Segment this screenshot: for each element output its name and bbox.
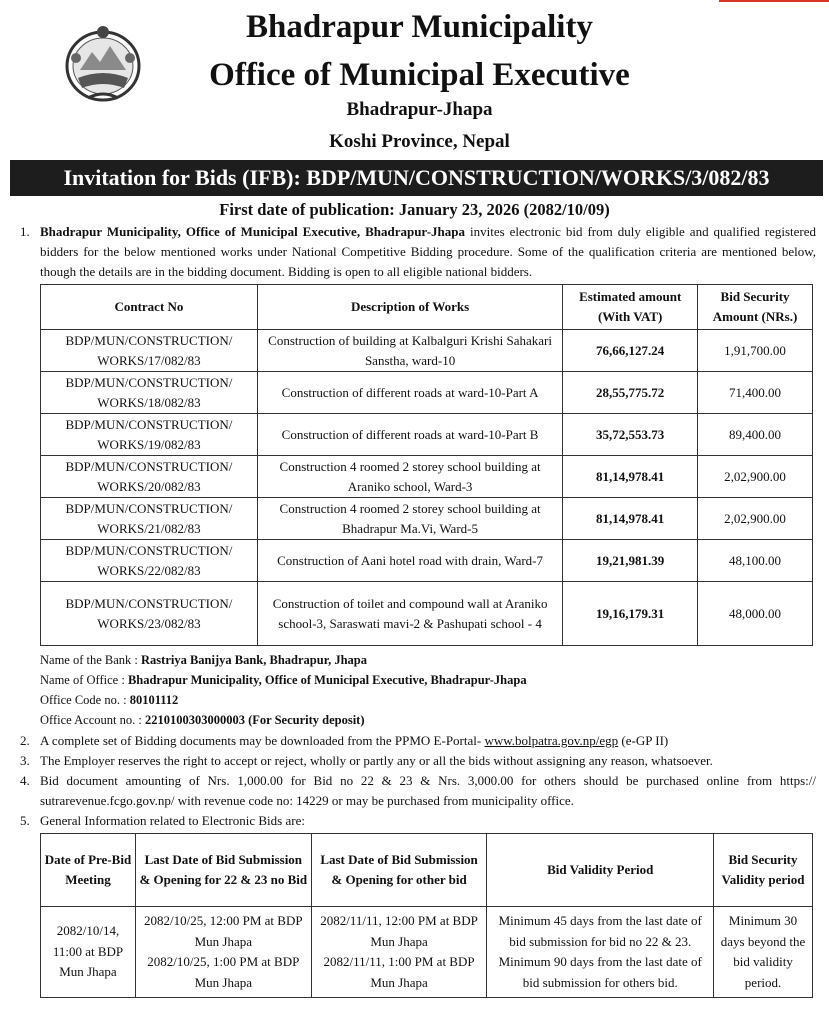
- security-cell: 89,400.00: [698, 414, 813, 456]
- security-cell: 2,02,900.00: [698, 456, 813, 498]
- table-row: [41, 540, 813, 582]
- security-cell: 48,000.00: [698, 582, 813, 646]
- security-validity-cell: Minimum 30 days beyond the bid validity period.: [714, 907, 813, 998]
- security-cell: 2,02,900.00: [698, 498, 813, 540]
- header-prebid: Date of Pre-Bid Meeting: [41, 834, 136, 907]
- security-cell: 71,400.00: [698, 372, 813, 414]
- last-date-22-23-cell: 2082/10/25, 12:00 PM at BDP Mun Jhapa 2082/10/25, 1:00 PM at BDP Mun Jhapa: [135, 907, 311, 998]
- amount-cell: 76,66,127.24: [563, 330, 698, 372]
- table-row: [41, 372, 813, 414]
- contract-no-cell: BDP/MUN/CONSTRUCTION/ WORKS/21/082/83: [41, 498, 258, 540]
- contract-no-cell: BDP/MUN/CONSTRUCTION/ WORKS/18/082/83: [41, 372, 258, 414]
- table-row: [41, 582, 813, 646]
- bolpatra-link[interactable]: www.bolpatra.gov.np/egp: [484, 733, 619, 748]
- description-cell: Construction 4 roomed 2 storey school building at Araniko school, Ward-3: [257, 456, 562, 498]
- amount-cell: 81,14,978.41: [563, 456, 698, 498]
- intro-lead: Bhadrapur Municipality, Office of Municipal Executive, Bhadrapur-Jhapa: [40, 224, 466, 239]
- table-row: [41, 414, 813, 456]
- header-security-validity: Bid Security Validity period: [714, 834, 813, 907]
- works-table: [40, 284, 813, 646]
- contract-no-cell: BDP/MUN/CONSTRUCTION/ WORKS/23/082/83: [41, 582, 258, 646]
- bank-details: [40, 650, 800, 730]
- amount-cell: 81,14,978.41: [563, 498, 698, 540]
- schedule-table-header: [41, 834, 813, 907]
- amount-cell: 19,21,981.39: [563, 540, 698, 582]
- bank-name-line: Name of the Bank : Rastriya Banijya Bank, Bhadrapur, Jhapa: [40, 653, 368, 667]
- header-last-date-other: Last Date of Bid Submission & Opening for other bid: [311, 834, 487, 907]
- intro-text: invites electronic bid from duly eligible and qualified registered bidders for the below mentioned works under National Competitive Bidding procedure. Some of the qualification criteria are mentioned below, though the details are in the bidding document. Bidding is open to all eligible national bidders.: [40, 224, 817, 279]
- ifb-banner: Invitation for Bids (IFB): BDP/MUN/CONSTRUCTION/WORKS/3/082/83: [10, 160, 823, 196]
- bid-validity-cell: Minimum 45 days from the last date of bid submission for bid no 22 & 23. Minimum 90 days from the last date of bid submission for others bid.: [487, 907, 714, 998]
- header-bid-validity: Bid Validity Period: [487, 834, 714, 907]
- point-5: 5. General Information related to Electronic Bids are:: [20, 813, 305, 828]
- description-cell: Construction of building at Kalbalguri Krishi Sahakari Sanstha, ward-10: [257, 330, 562, 372]
- contract-no-cell: BDP/MUN/CONSTRUCTION/ WORKS/22/082/83: [41, 540, 258, 582]
- header-last-date-22-23: Last Date of Bid Submission & Opening for 22 & 23 no Bid: [135, 834, 311, 907]
- table-row: [41, 907, 813, 998]
- header-description: Description of Works: [257, 285, 562, 330]
- office-code-line: Office Code no. : 80101112: [40, 693, 179, 707]
- municipality-title: Bhadrapur Municipality: [246, 9, 593, 45]
- prebid-cell: 2082/10/14, 11:00 at BDP Mun Jhapa: [41, 907, 136, 998]
- header-estimated-amount: Estimated amount (With VAT): [563, 285, 698, 330]
- description-cell: Construction of different roads at ward-10-Part B: [257, 414, 562, 456]
- header-bid-security: Bid Security Amount (NRs.): [698, 285, 813, 330]
- header-contract-no: Contract No: [41, 285, 258, 330]
- amount-cell: 19,16,179.31: [563, 582, 698, 646]
- point-number: 1.: [20, 224, 30, 239]
- table-row: [41, 456, 813, 498]
- amount-cell: 28,55,775.72: [563, 372, 698, 414]
- notice-points: [20, 731, 816, 831]
- point-2: 2. A complete set of Bidding documents may be downloaded from the PPMO E-Portal- www.bolpatra.gov.np/egp (e-GP II): [20, 733, 669, 748]
- last-date-other-cell: 2082/11/11, 12:00 PM at BDP Mun Jhapa 2082/11/11, 1:00 PM at BDP Mun Jhapa: [311, 907, 487, 998]
- table-row: [41, 498, 813, 540]
- security-cell: 1,91,700.00: [698, 330, 813, 372]
- location-line-2: Koshi Province, Nepal: [329, 131, 510, 152]
- works-table-header: [41, 285, 813, 330]
- contract-no-cell: BDP/MUN/CONSTRUCTION/ WORKS/20/082/83: [41, 456, 258, 498]
- description-cell: Construction 4 roomed 2 storey school building at Bhadrapur Ma.Vi, Ward-5: [257, 498, 562, 540]
- contract-no-cell: BDP/MUN/CONSTRUCTION/ WORKS/19/082/83: [41, 414, 258, 456]
- office-name-line: Name of Office : Bhadrapur Municipality, Office of Municipal Executive, Bhadrapur-Jhapa: [40, 673, 527, 687]
- notice-header: [0, 0, 829, 160]
- point-4: 4. Bid document amounting of Nrs. 1,000.00 for Bid no 22 & 23 & Nrs. 3,000.00 for others should be purchased online from https:// sutrarevenue.fcgo.gov.np/ with revenue code no: 14229 or may be purchased from municipality office.: [20, 773, 816, 808]
- point-3: 3. The Employer reserves the right to accept or reject, wholly or partly any or all the bids without assigning any reason, whatsoever.: [20, 753, 713, 768]
- bid-schedule-table: [40, 833, 813, 998]
- security-cell: 48,100.00: [698, 540, 813, 582]
- description-cell: Construction of toilet and compound wall at Araniko school-3, Saraswati mavi-2 & Pashupati school - 4: [257, 582, 562, 646]
- intro-paragraph: [20, 222, 816, 282]
- contract-no-cell: BDP/MUN/CONSTRUCTION/ WORKS/17/082/83: [41, 330, 258, 372]
- office-account-line: Office Account no. : 2210100303000003 (For Security deposit): [40, 713, 365, 727]
- description-cell: Construction of Aani hotel road with drain, Ward-7: [257, 540, 562, 582]
- table-row: [41, 330, 813, 372]
- description-cell: Construction of different roads at ward-10-Part A: [257, 372, 562, 414]
- amount-cell: 35,72,553.73: [563, 414, 698, 456]
- publication-date: First date of publication: January 23, 2026 (2082/10/09): [219, 200, 610, 219]
- office-title: Office of Municipal Executive: [209, 57, 630, 93]
- location-line-1: Bhadrapur-Jhapa: [346, 99, 493, 120]
